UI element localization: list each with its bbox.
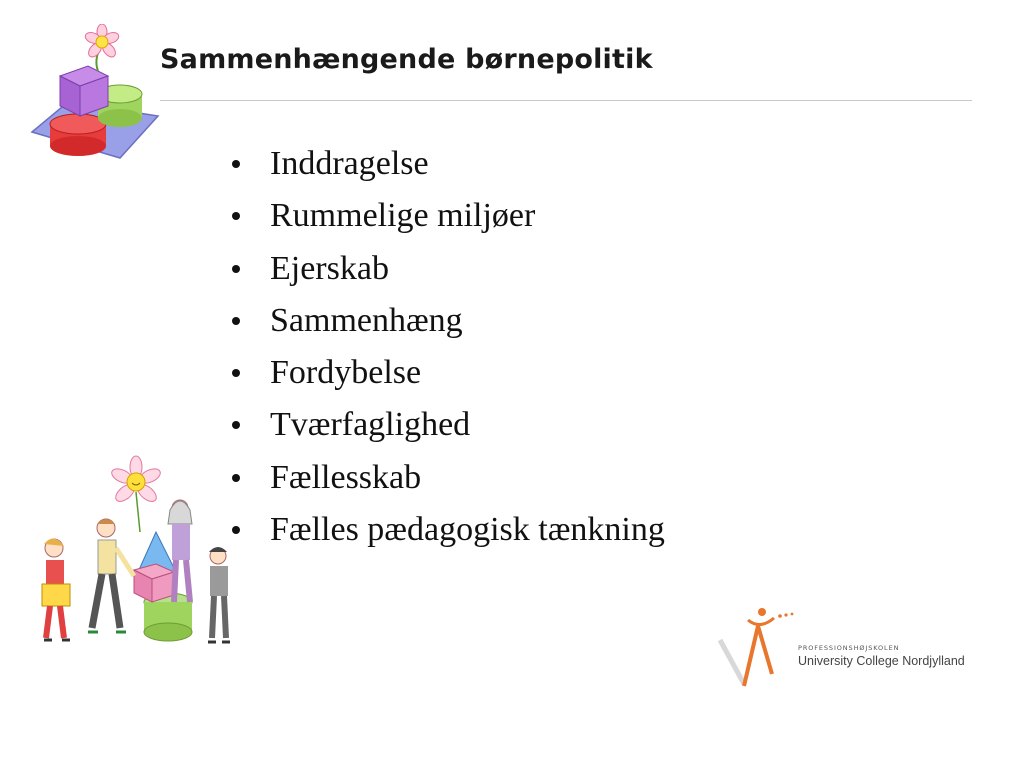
- bullet-item: [230, 243, 665, 295]
- bullet-dot-icon: [232, 212, 240, 220]
- bullet-dot-icon: [232, 317, 240, 325]
- bullet-item: [230, 295, 665, 347]
- ucn-logo: [714, 600, 984, 696]
- bullet-text: Rummelige miljøer: [270, 197, 536, 235]
- bullet-list: [230, 138, 665, 556]
- bullet-text: Fællesskab: [270, 458, 422, 496]
- bullet-text: Tværfaglighed: [270, 406, 471, 444]
- children-building-illustration: [28, 452, 246, 667]
- bullet-text: Fordybelse: [270, 354, 422, 392]
- bullet-item: [230, 452, 665, 504]
- bullet-item: [230, 190, 665, 242]
- logo-name: University College Nordjylland: [798, 654, 965, 668]
- slide-title: Sammenhængende børnepolitik: [160, 44, 653, 75]
- bullet-text: Sammenhæng: [270, 301, 463, 339]
- logo-subtitle: PROFESSIONSHØJSKOLEN: [798, 644, 900, 652]
- bullet-text: Fælles pædagogisk tænkning: [270, 511, 665, 549]
- bullet-dot-icon: [232, 421, 240, 429]
- bullet-dot-icon: [232, 265, 240, 273]
- bullet-item: [230, 138, 665, 190]
- bullet-dot-icon: [232, 369, 240, 377]
- bullet-item: [230, 504, 665, 556]
- bullet-dot-icon: [232, 160, 240, 168]
- bullet-text: Inddragelse: [270, 145, 429, 182]
- ucn-logo-icon: [714, 600, 800, 696]
- bullet-item: [230, 399, 665, 451]
- bullet-text: Ejerskab: [270, 249, 389, 287]
- blocks-flower-illustration: [28, 24, 160, 172]
- title-divider: [160, 100, 972, 101]
- bullet-item: [230, 347, 665, 399]
